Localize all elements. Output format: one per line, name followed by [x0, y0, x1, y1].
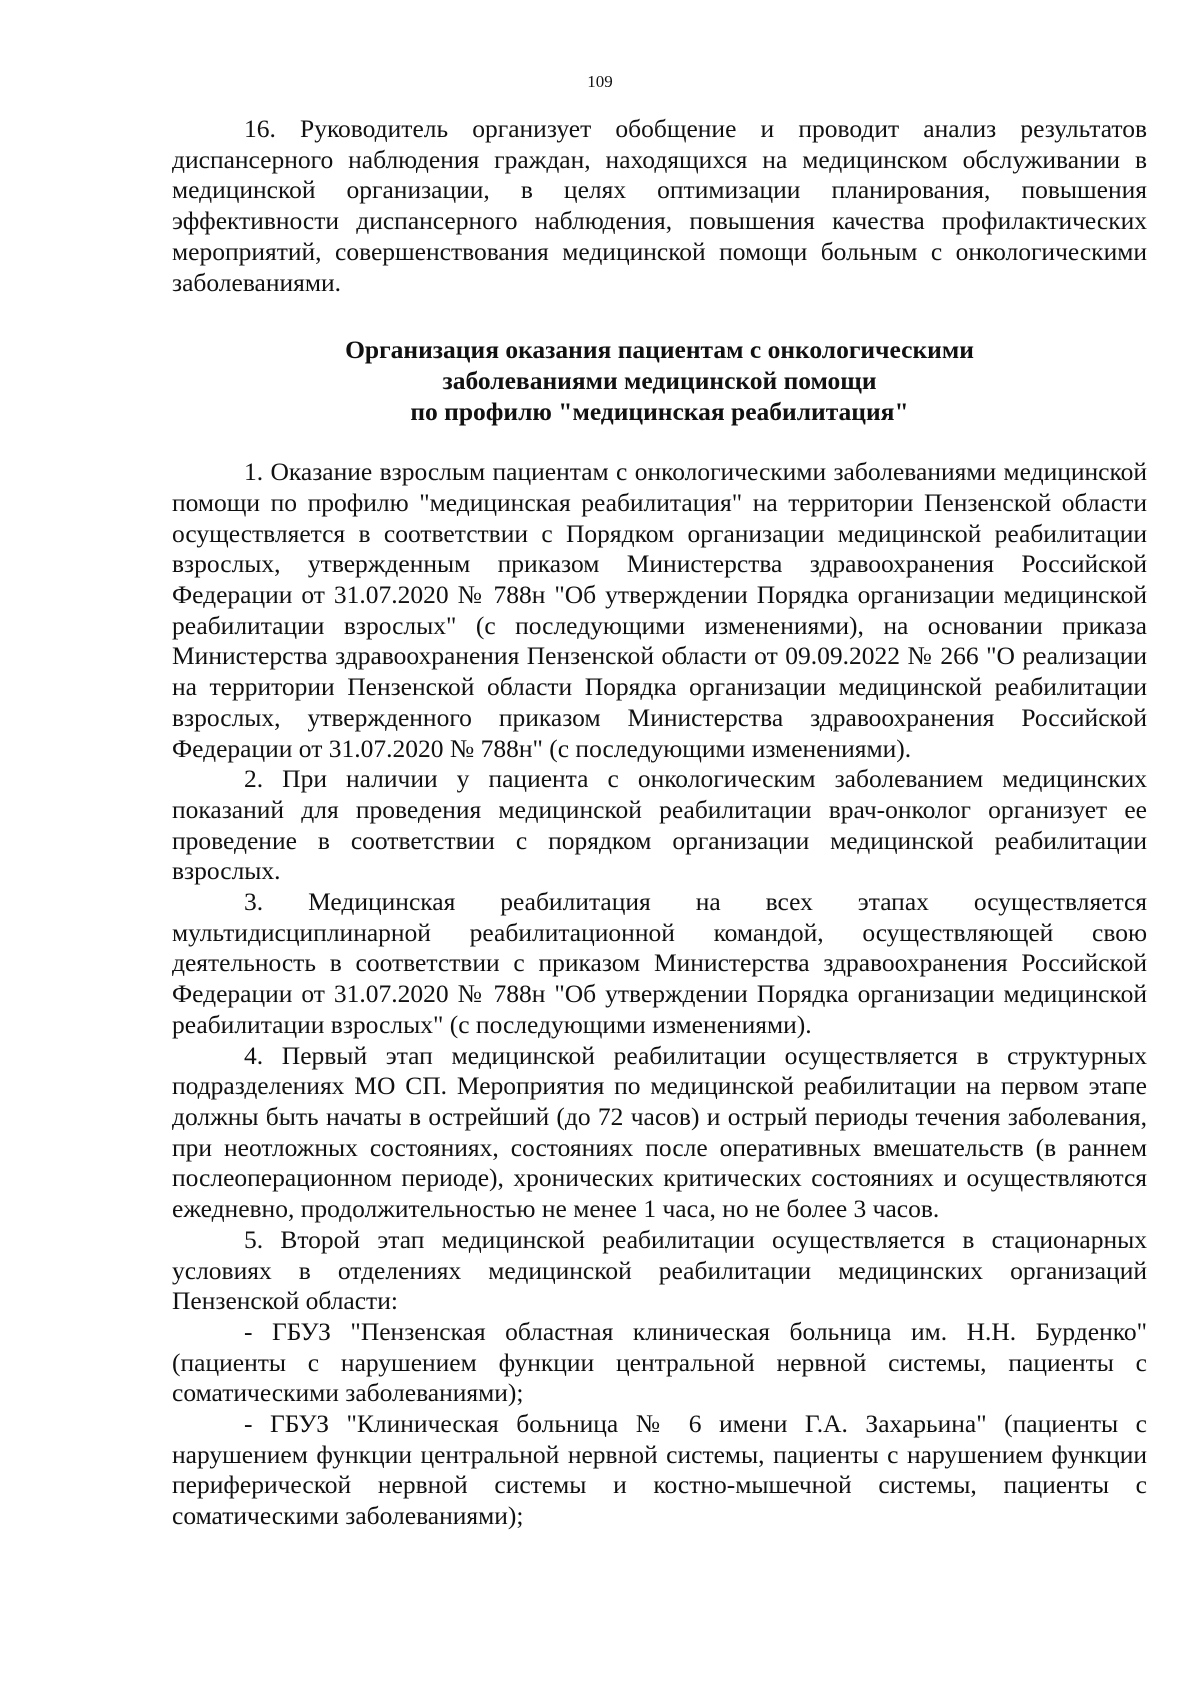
list-item-burdenko-hospital: - ГБУЗ "Пензенская областная клиническая больница им. Н.Н. Бурденко" (пациенты с нарушением функции центральной нервной системы, пациенты с соматическими заболеваниями);	[172, 1316, 1147, 1408]
page-content	[172, 114, 1147, 1532]
paragraph-1: 1. Оказание взрослым пациентам с онкологическими заболеваниями медицинской помощи по профилю "медицинская реабилитация" на территории Пензенской области осуществляется в соответствии с Порядком организации медицинской реабилитации взрослых, утвержденным приказом Министерства здравоохранения Российской Федерации от 31.07.2020 № 788н "Об утверждении Порядка организации медицинской реабилитации взрослых" (с последующими изменениями), на основании приказа Министерства здравоохранения Пензенской области от 09.09.2022 № 266 "О реализации на территории Пензенской области Порядка организации медицинской реабилитации взрослых, утвержденного приказом Министерства здравоохранения Российской Федерации от 31.07.2020 № 788н" (с последующими изменениями).	[172, 457, 1147, 763]
paragraph-3: 3. Медицинская реабилитация на всех этапах осуществляется мультидисциплинарной реабилитационной командой, осуществляющей свою деятельность в соответствии с приказом Министерства здравоохранения Российской Федерации от 31.07.2020 № 788н "Об утверждении Порядка организации медицинской реабилитации взрослых" (с последующими изменениями).	[172, 887, 1147, 1039]
section-heading-line-2: заболеваниями медицинской помощи	[442, 366, 877, 396]
section-heading-line-1: Организация оказания пациентам с онкологическими	[345, 335, 974, 365]
paragraph-4: 4. Первый этап медицинской реабилитации осуществляется в структурных подразделениях МО СП. Мероприятия по медицинской реабилитации на первом этапе должны быть начаты в острейший (до 72 часов) и острый периоды течения заболевания, при неотложных состояниях, состояниях после оперативных вмешательств (в раннем послеоперационном периоде), хронических критических состояниях и осуществляются ежедневно, продолжительностью не менее 1 часа, но не более 3 часов.	[172, 1040, 1147, 1224]
list-item-hospital-6: - ГБУЗ "Клиническая больница № 6 имени Г.А. Захарьина" (пациенты с нарушением функции центральной нервной системы, пациенты с нарушением функции периферической нервной системы и костно-мышечной системы, пациенты с соматическими заболеваниями);	[172, 1409, 1147, 1531]
section-heading	[172, 334, 1147, 427]
page-number: 109	[587, 72, 613, 91]
paragraph-16: 16. Руководитель организует обобщение и проводит анализ результатов диспансерного наблюдения граждан, находящихся на медицинском обслуживании в медицинской организации, в целях оптимизации планирования, повышения эффективности диспансерного наблюдения, повышения качества профилактических мероприятий, совершенствования медицинской помощи больным с онкологическими заболеваниями.	[172, 114, 1147, 297]
paragraph-2: 2. При наличии у пациента с онкологическим заболеванием медицинских показаний для проведения медицинской реабилитации врач-онколог организует ее проведение в соответствии с порядком организации медицинской реабилитации взрослых.	[172, 764, 1147, 886]
section-heading-line-3: по профилю "медицинская реабилитация"	[410, 397, 909, 427]
paragraph-5: 5. Второй этап медицинской реабилитации осуществляется в стационарных условиях в отделениях медицинской реабилитации медицинских организаций Пензенской области:	[172, 1224, 1147, 1316]
